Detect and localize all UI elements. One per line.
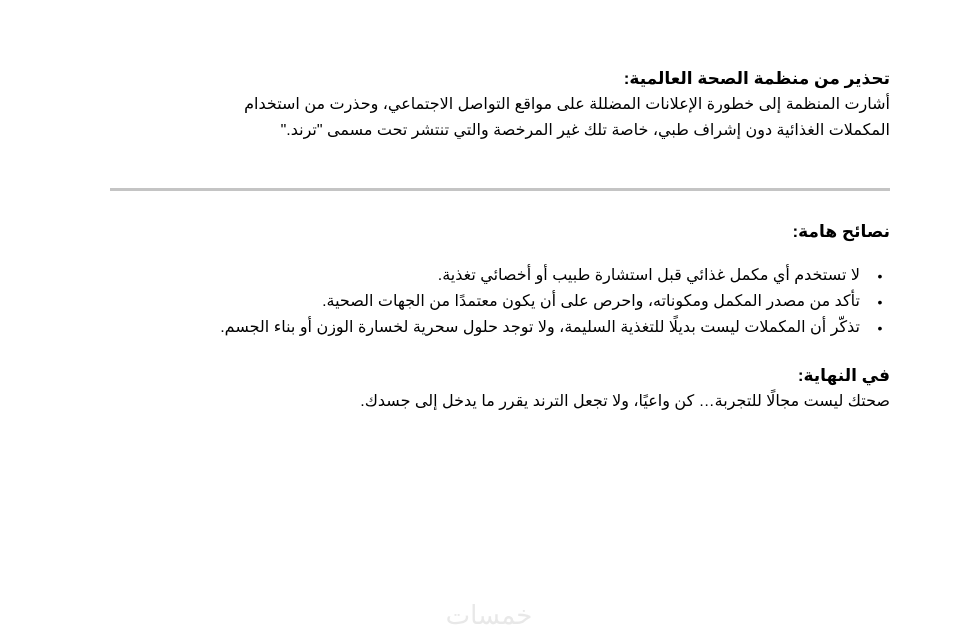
conclusion-heading: في النهاية: [797,366,890,385]
tip-item-1 [100,263,883,289]
tips-list [100,263,890,341]
tip-item-3 [100,315,883,341]
warning-heading: تحذير من منظمة الصحة العالمية: [623,69,890,88]
warning-line-1: أشارت المنظمة إلى خطورة الإعلانات المضللة على مواقع التواصل الاجتماعي، وحذرت من استخدام [244,96,890,113]
conclusion-section [100,363,890,415]
warning-section [100,66,890,144]
bullet-icon: • [877,294,883,310]
tip-text-1: لا تستخدم أي مكمل غذائي قبل استشارة طبيب أو أخصائي تغذية. [437,267,860,284]
bullet-icon: • [877,268,883,284]
tip-text-2: تأكد من مصدر المكمل ومكوناته، واحرص على أن يكون معتمدًا من الجهات الصحية. [322,293,860,310]
tips-section [100,219,890,341]
section-divider [110,188,890,191]
bullet-icon: • [877,320,883,336]
tip-text-3: تذكّر أن المكملات ليست بديلًا للتغذية السليمة، ولا توجد حلول سحرية لخسارة الوزن أو بناء الجسم. [220,319,860,336]
conclusion-text: صحتك ليست مجالًا للتجربة… كن واعيًا، ولا تجعل الترند يقرر ما يدخل إلى جسدك. [360,393,890,410]
watermark-logo: خمسات [445,601,533,631]
tips-heading: نصائح هامة: [792,222,890,241]
document-body [100,66,890,415]
warning-line-2: المكملات الغذائية دون إشراف طبي، خاصة تلك غير المرخصة والتي تنتشر تحت مسمى "ترند." [280,122,890,139]
tip-item-2 [100,289,883,315]
